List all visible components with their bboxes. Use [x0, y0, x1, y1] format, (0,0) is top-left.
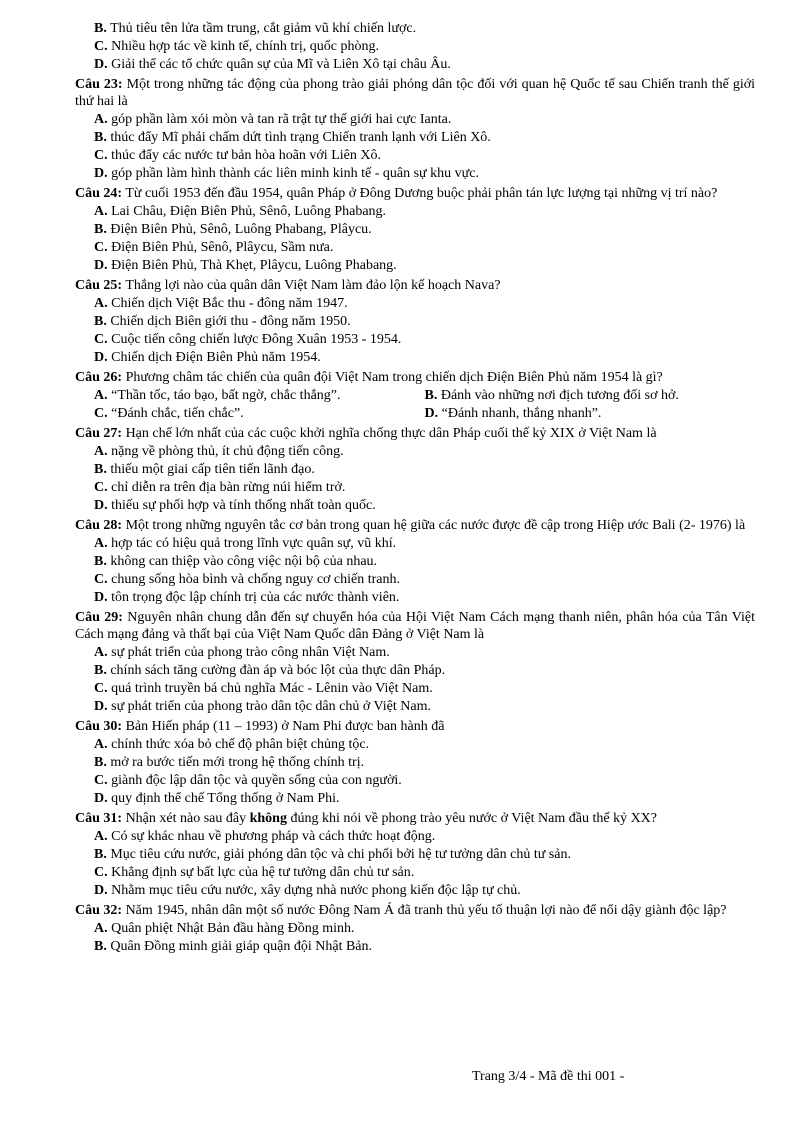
- option-d: D. thiếu sự phối hợp và tính thống nhất toàn quốc.: [94, 498, 376, 513]
- exam-page: [75, 19, 755, 955]
- option-c: C. thúc đẩy các nước tư bản hòa hoãn với Liên Xô.: [94, 148, 381, 163]
- question-30: [75, 718, 755, 807]
- options-row: [75, 405, 755, 422]
- option-a: A. chính thức xóa bỏ chế độ phân biệt chủng tộc.: [94, 737, 370, 752]
- question-stem: Câu 31: Nhận xét nào sau đây không đúng khi nói về phong trào yêu nước ở Việt Nam đầu thế kỷ XX?: [75, 811, 658, 826]
- option-a: A. góp phần làm xói mòn và tan rã trật tự thế giới hai cực Ianta.: [94, 112, 452, 127]
- option-b: B. Mục tiêu cứu nước, giải phóng dân tộc và chi phối bởi hệ tư tưởng dân chủ tư sản.: [94, 847, 571, 862]
- question-31: [75, 810, 755, 899]
- question-stem: Câu 28: Một trong những nguyên tắc cơ bản trong quan hệ giữa các nước được đề cập trong Hiệp ước Bali (2- 1976) là: [75, 518, 746, 533]
- option-b: B. Thủ tiêu tên lửa tầm trung, cắt giảm vũ khí chiến lược.: [94, 21, 417, 36]
- question-24: [75, 185, 755, 274]
- option-b: B. Quân Đồng minh giải giáp quận đội Nhật Bản.: [94, 939, 373, 954]
- option-c: C. “Đánh chắc, tiến chắc”.: [94, 406, 244, 421]
- page-footer: Trang 3/4 - Mã đề thi 001 -: [472, 1069, 625, 1084]
- option-a: A. Chiến dịch Việt Bắc thu - đông năm 1947.: [94, 296, 348, 311]
- option-c: C. Điện Biên Phủ, Sênô, Plâycu, Sầm nưa.: [94, 240, 334, 255]
- option-a: A. nặng về phòng thủ, ít chủ động tiến công.: [94, 444, 344, 459]
- option-d: D. quy định thể chế Tổng thống ở Nam Phi.: [94, 791, 340, 806]
- option-d: D. sự phát triển của phong trào dân tộc dân chủ ở Việt Nam.: [94, 699, 431, 714]
- option-d: D. góp phần làm hình thành các liên minh kinh tế - quân sự khu vực.: [94, 166, 479, 181]
- question-stem: Câu 23: Một trong những tác động của phong trào giải phóng dân tộc đối với quan hệ Quốc tế sau Chiến tranh thế giới thứ hai là: [75, 77, 756, 109]
- question-25: [75, 277, 755, 366]
- option-b: B. mở ra bước tiến mới trong hệ thống chính trị.: [94, 755, 365, 770]
- question-27: [75, 425, 755, 514]
- option-c: C. giành độc lập dân tộc và quyền sống của con người.: [94, 773, 402, 788]
- option-c: C. chung sống hòa bình và chống nguy cơ chiến tranh.: [94, 572, 401, 587]
- option-b: B. Đánh vào những nơi địch tương đối sơ hở.: [424, 388, 679, 403]
- option-a: A. Lai Châu, Điện Biên Phủ, Sênô, Luông Phabang.: [94, 204, 387, 219]
- option-b: B. thúc đẩy Mĩ phải chấm dứt tình trạng Chiến tranh lạnh với Liên Xô.: [94, 130, 491, 145]
- option-c: C. chỉ diễn ra trên địa bàn rừng núi hiểm trở.: [94, 480, 346, 495]
- option-a: A. hợp tác có hiệu quả trong lĩnh vực quân sự, vũ khí.: [94, 536, 397, 551]
- option-b: B. chính sách tăng cường đàn áp và bóc lột của thực dân Pháp.: [94, 663, 446, 678]
- option-d: D. Giải thể các tổ chức quân sự của Mĩ và Liên Xô tại châu Âu.: [94, 57, 451, 72]
- question-stem: Câu 26: Phương châm tác chiến của quân đội Việt Nam trong chiến dịch Điện Biên Phủ năm 1954 là gì?: [75, 370, 663, 385]
- question-stem: Câu 24: Từ cuối 1953 đến đầu 1954, quân Pháp ở Đông Dương buộc phải phân tán lực lượng tại những vị trí nào?: [75, 186, 718, 201]
- option-c: C. Nhiều hợp tác về kinh tế, chính trị, quốc phòng.: [94, 39, 380, 54]
- options-row: [75, 387, 755, 404]
- question-32: [75, 902, 755, 955]
- option-d: D. Điện Biên Phủ, Thà Khẹt, Plâycu, Luông Phabang.: [94, 258, 397, 273]
- question-28: [75, 517, 755, 606]
- option-b: B. Điện Biên Phủ, Sênô, Luông Phabang, Plâycu.: [94, 222, 372, 237]
- question-26: [75, 369, 755, 422]
- option-c: C. Khẳng định sự bất lực của hệ tư tưởng dân chủ tư sản.: [94, 865, 415, 880]
- option-d: D. “Đánh nhanh, thắng nhanh”.: [424, 406, 602, 421]
- option-c: C. Cuộc tiến công chiến lược Đông Xuân 1953 - 1954.: [94, 332, 402, 347]
- option-d: D. Nhằm mục tiêu cứu nước, xây dựng nhà nước phong kiến độc lập tự chủ.: [94, 883, 521, 898]
- emphasis-word: không: [249, 811, 287, 826]
- option-a: A. “Thần tốc, táo bạo, bất ngờ, chắc thắng”.: [94, 388, 341, 403]
- question-stem: Câu 29: Nguyên nhân chung dẫn đến sự chuyển hóa của Hội Việt Nam Cách mạng thanh niên, phân hóa của Tân Việt Cách mạng đảng và thất bại của Việt Nam Quốc dân Đảng ở Việt Nam là: [75, 610, 756, 642]
- question-stem: Câu 32: Năm 1945, nhân dân một số nước Đông Nam Á đã tranh thủ yếu tố thuận lợi nào để nổi dậy giành độc lập?: [75, 903, 727, 918]
- question-stem: Câu 25: Thắng lợi nào của quân dân Việt Nam làm đảo lộn kế hoạch Nava?: [75, 278, 501, 293]
- question-stem: Câu 30: Bản Hiến pháp (11 – 1993) ở Nam Phi được ban hành đã: [75, 719, 445, 734]
- leading-options: [75, 20, 755, 73]
- option-b: B. Chiến dịch Biên giới thu - đông năm 1950.: [94, 314, 351, 329]
- question-stem: Câu 27: Hạn chế lớn nhất của các cuộc khởi nghĩa chống thực dân Pháp cuối thế kỷ XIX ở Việt Nam là: [75, 426, 657, 441]
- option-d: D. Chiến dịch Điện Biên Phủ năm 1954.: [94, 350, 321, 365]
- question-29: [75, 609, 755, 715]
- option-a: A. sự phát triển của phong trào công nhân Việt Nam.: [94, 645, 390, 660]
- option-b: B. không can thiệp vào công việc nội bộ của nhau.: [94, 554, 378, 569]
- option-a: A. Có sự khác nhau về phương pháp và cách thức hoạt động.: [94, 829, 436, 844]
- option-a: A. Quân phiệt Nhật Bản đầu hàng Đồng minh.: [94, 921, 355, 936]
- question-23: [75, 76, 755, 182]
- option-d: D. tôn trọng độc lập chính trị của các nước thành viên.: [94, 590, 400, 605]
- option-c: C. quá trình truyền bá chủ nghĩa Mác - Lênin vào Việt Nam.: [94, 681, 433, 696]
- option-b: B. thiếu một giai cấp tiên tiến lãnh đạo.: [94, 462, 315, 477]
